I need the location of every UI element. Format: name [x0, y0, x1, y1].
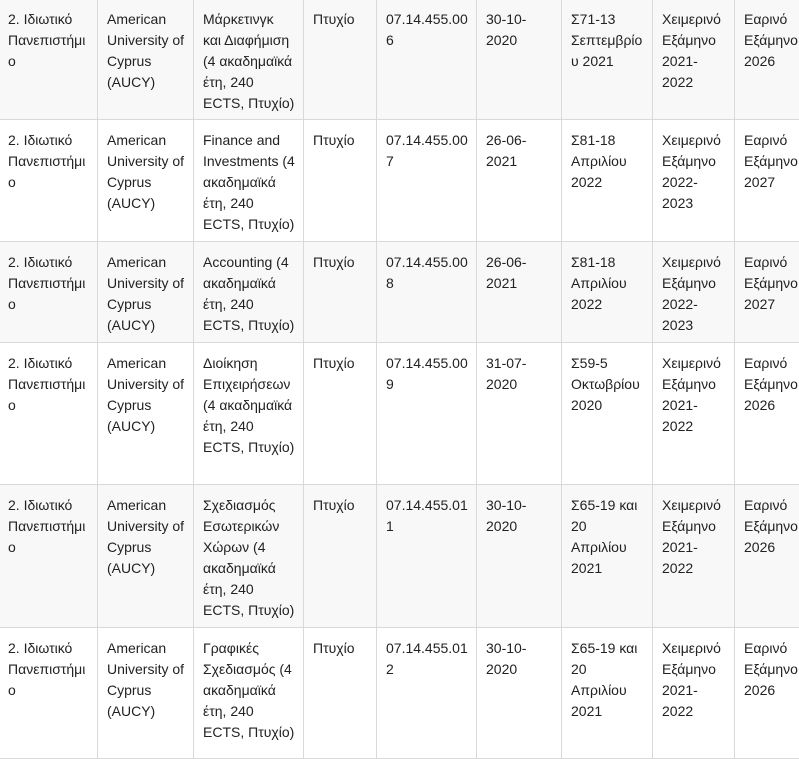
table-row [0, 628, 799, 759]
start-semester-cell: Χειμερινό Εξάμηνο 2021-2022 [653, 0, 735, 120]
degree-cell: Πτυχίο [304, 485, 377, 628]
program-cell: Accounting (4 ακαδημαϊκά έτη, 240 ECTS, Πτυχίο) [194, 242, 304, 343]
category-cell: 2. Ιδιωτικό Πανεπιστήμιο [0, 628, 98, 759]
degree-cell: Πτυχίο [304, 343, 377, 485]
category-cell: 2. Ιδιωτικό Πανεπιστήμιο [0, 485, 98, 628]
program-cell: Finance and Investments (4 ακαδημαϊκά έτη, 240 ECTS, Πτυχίο) [194, 120, 304, 242]
code-cell: 07.14.455.008 [377, 242, 477, 343]
start-semester-cell: Χειμερινό Εξάμηνο 2022-2023 [653, 242, 735, 343]
degree-cell: Πτυχίο [304, 242, 377, 343]
start-semester-cell: Χειμερινό Εξάμηνο 2021-2022 [653, 628, 735, 759]
program-cell: Διοίκηση Επιχειρήσεων (4 ακαδημαϊκά έτη, 240 ECTS, Πτυχίο) [194, 343, 304, 485]
date-cell: 30-10-2020 [477, 628, 562, 759]
session-cell: Σ71-13 Σεπτεμβρίου 2021 [562, 0, 653, 120]
session-cell: Σ65-19 και 20 Απριλίου 2021 [562, 628, 653, 759]
institution-cell: American University of Cyprus (AUCY) [98, 242, 194, 343]
end-semester-cell: Εαρινό Εξάμηνο 2026 [735, 485, 799, 628]
start-semester-cell: Χειμερινό Εξάμηνο 2022-2023 [653, 120, 735, 242]
category-cell: 2. Ιδιωτικό Πανεπιστήμιο [0, 343, 98, 485]
start-semester-cell: Χειμερινό Εξάμηνο 2021-2022 [653, 485, 735, 628]
code-cell: 07.14.455.012 [377, 628, 477, 759]
table-row [0, 343, 799, 485]
category-cell: 2. Ιδιωτικό Πανεπιστήμιο [0, 242, 98, 343]
category-cell: 2. Ιδιωτικό Πανεπιστήμιο [0, 120, 98, 242]
institution-cell: American University of Cyprus (AUCY) [98, 628, 194, 759]
category-cell: 2. Ιδιωτικό Πανεπιστήμιο [0, 0, 98, 120]
end-semester-cell: Εαρινό Εξάμηνο 2026 [735, 628, 799, 759]
table-row [0, 0, 799, 120]
institution-cell: American University of Cyprus (AUCY) [98, 0, 194, 120]
end-semester-cell: Εαρινό Εξάμηνο 2027 [735, 120, 799, 242]
date-cell: 26-06-2021 [477, 242, 562, 343]
date-cell: 26-06-2021 [477, 120, 562, 242]
start-semester-cell: Χειμερινό Εξάμηνο 2021-2022 [653, 343, 735, 485]
session-cell: Σ81-18 Απριλίου 2022 [562, 120, 653, 242]
code-cell: 07.14.455.007 [377, 120, 477, 242]
program-cell: Γραφικές Σχεδιασμός (4 ακαδημαϊκά έτη, 240 ECTS, Πτυχίο) [194, 628, 304, 759]
session-cell: Σ65-19 και 20 Απριλίου 2021 [562, 485, 653, 628]
date-cell: 30-10-2020 [477, 0, 562, 120]
table-row [0, 242, 799, 343]
institution-cell: American University of Cyprus (AUCY) [98, 120, 194, 242]
code-cell: 07.14.455.011 [377, 485, 477, 628]
date-cell: 31-07-2020 [477, 343, 562, 485]
code-cell: 07.14.455.006 [377, 0, 477, 120]
end-semester-cell: Εαρινό Εξάμηνο 2026 [735, 0, 799, 120]
degree-cell: Πτυχίο [304, 0, 377, 120]
table-row [0, 120, 799, 242]
session-cell: Σ81-18 Απριλίου 2022 [562, 242, 653, 343]
table-row [0, 485, 799, 628]
institution-cell: American University of Cyprus (AUCY) [98, 485, 194, 628]
date-cell: 30-10-2020 [477, 485, 562, 628]
program-cell: Μάρκετινγκ και Διαφήμιση (4 ακαδημαϊκά έτη, 240 ECTS, Πτυχίο) [194, 0, 304, 120]
end-semester-cell: Εαρινό Εξάμηνο 2027 [735, 242, 799, 343]
degree-cell: Πτυχίο [304, 120, 377, 242]
end-semester-cell: Εαρινό Εξάμηνο 2026 [735, 343, 799, 485]
degree-cell: Πτυχίο [304, 628, 377, 759]
institution-cell: American University of Cyprus (AUCY) [98, 343, 194, 485]
session-cell: Σ59-5 Οκτωβρίου 2020 [562, 343, 653, 485]
program-cell: Σχεδιασμός Εσωτερικών Χώρων (4 ακαδημαϊκά έτη, 240 ECTS, Πτυχίο) [194, 485, 304, 628]
code-cell: 07.14.455.009 [377, 343, 477, 485]
